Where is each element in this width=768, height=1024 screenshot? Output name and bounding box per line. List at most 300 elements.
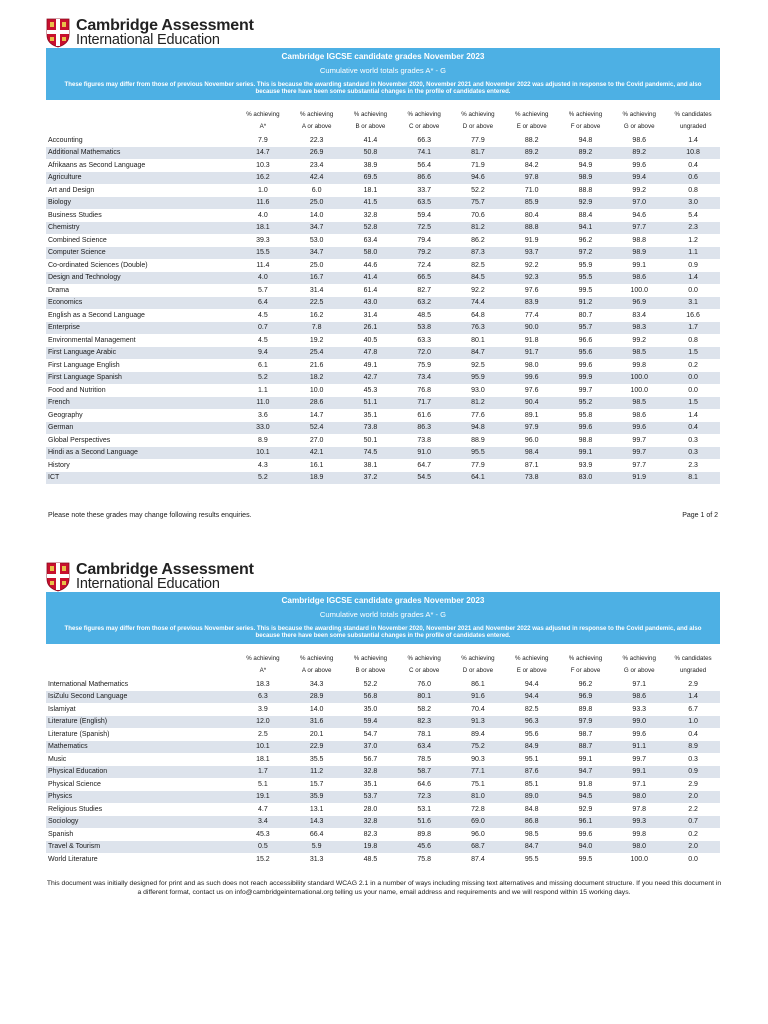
grade-value: 14.7 — [309, 411, 324, 419]
grade-value: 85.1 — [524, 780, 539, 788]
grades-table — [46, 101, 720, 484]
grade-value: 98.5 — [612, 347, 666, 360]
grade-value: 100.0 — [630, 855, 648, 863]
grade-value: 88.2 — [524, 136, 539, 144]
grade-value: 94.6 — [451, 172, 505, 185]
grade-value: 99.2 — [632, 336, 647, 344]
column-header-bottom: A* — [259, 122, 267, 130]
grade-value: 63.3 — [417, 336, 431, 344]
grade-value: 52.2 — [363, 680, 378, 688]
table-row — [46, 728, 720, 741]
grade-value: 91.9 — [612, 472, 666, 485]
grade-value: 66.3 — [417, 136, 431, 144]
grade-value: 58.0 — [344, 247, 398, 260]
subject-name: First Language Spanish — [46, 372, 236, 385]
grade-value: 71.0 — [524, 186, 539, 194]
grade-value: 1.1 — [258, 386, 268, 394]
grade-value: 72.4 — [417, 261, 431, 269]
grade-value: 11.6 — [236, 197, 290, 210]
grade-value: 0.8 — [688, 336, 698, 344]
grade-value: 1.0 — [258, 186, 268, 194]
table-row — [46, 691, 720, 704]
table-row — [46, 234, 720, 247]
grade-value: 95.2 — [559, 397, 613, 410]
grade-value: 5.2 — [236, 372, 290, 385]
grade-value: 1.4 — [688, 136, 698, 144]
subject-name: Islamiyat — [48, 705, 76, 713]
table-row — [46, 372, 720, 385]
grade-value: 16.6 — [686, 311, 700, 319]
grade-value: 100.0 — [630, 386, 648, 394]
grade-value: 77.9 — [471, 136, 485, 144]
column-header-bottom: G or above — [623, 666, 655, 674]
grade-value: 53.0 — [309, 236, 324, 244]
grade-value: 16.2 — [236, 172, 290, 185]
grade-value: 16.2 — [309, 311, 324, 319]
subject-name: Physical Education — [46, 766, 236, 779]
grade-value: 14.0 — [309, 211, 324, 219]
grade-value: 4.5 — [258, 311, 268, 319]
column-header-bottom: D or above — [462, 666, 494, 674]
table-row — [46, 297, 720, 310]
grade-value: 74.5 — [344, 447, 398, 460]
grade-value: 64.7 — [417, 461, 431, 469]
grade-value: 38.1 — [363, 461, 378, 469]
grade-value: 23.4 — [309, 161, 324, 169]
subject-name: Economics — [46, 297, 236, 310]
grade-value: 100.0 — [612, 372, 666, 385]
grade-value: 54.7 — [363, 730, 378, 738]
grade-value: 91.8 — [524, 336, 539, 344]
subject-name: Drama — [48, 286, 70, 294]
column-header-bottom: F or above — [570, 666, 601, 674]
header-row-bottom — [46, 662, 720, 678]
grade-value: 22.3 — [309, 136, 324, 144]
table-row — [46, 284, 720, 297]
logo-line-2: International Education — [76, 32, 220, 48]
grade-value: 0.0 — [688, 286, 698, 294]
grade-value: 71.9 — [471, 161, 485, 169]
grade-value: 86.6 — [397, 172, 451, 185]
grade-value: 0.4 — [688, 730, 698, 738]
subject-name: IsiZulu Second Language — [46, 691, 236, 704]
grade-value: 47.8 — [344, 347, 398, 360]
grade-value: 34.7 — [290, 247, 344, 260]
grade-value: 98.6 — [632, 411, 647, 419]
column-header-bottom: C or above — [409, 666, 440, 674]
grade-value: 98.0 — [612, 841, 666, 854]
column-header-top: % achieving — [515, 111, 549, 118]
logo-line-1: Cambridge Assessment — [76, 17, 254, 34]
grade-value: 12.0 — [236, 716, 290, 729]
column-header-top: % achieving — [353, 655, 388, 662]
grade-value: 88.8 — [578, 186, 593, 194]
grade-value: 91.1 — [612, 741, 666, 754]
column-header-top: % achieving — [299, 655, 334, 662]
grade-value: 27.0 — [309, 436, 324, 444]
grade-value: 5.2 — [236, 472, 290, 485]
grade-value: 87.1 — [524, 461, 539, 469]
grade-value: 93.7 — [505, 247, 559, 260]
grade-value: 1.4 — [666, 691, 720, 704]
grade-value: 52.2 — [471, 186, 485, 194]
grade-value: 82.5 — [524, 705, 539, 713]
grade-value: 14.7 — [236, 147, 290, 160]
grade-value: 95.6 — [524, 730, 539, 738]
table-body — [46, 134, 720, 484]
logo-line-1: Cambridge Assessment — [76, 561, 254, 578]
grade-value: 2.9 — [688, 780, 698, 788]
subject-name: Combined Science — [48, 236, 107, 244]
grade-value: 80.1 — [397, 691, 451, 704]
grade-value: 74.1 — [397, 147, 451, 160]
accessibility-statement: This document was initially designed for print and as such does not reach accessibility standard WCAG 2.1 in a number of ways including missing text alternatives and missing document structure. If you need this document in a different format, contact us on info@cambridgeinternational.org telling us your name, email address and requirements and we will respond within 15 working days. — [46, 880, 722, 896]
grade-value: 45.6 — [397, 841, 451, 854]
grade-value: 81.7 — [451, 147, 505, 160]
column-header-bottom: D or above — [462, 122, 494, 130]
grade-value: 83.9 — [505, 297, 559, 310]
table-row — [46, 472, 720, 485]
grade-value: 78.5 — [417, 755, 431, 763]
grade-value: 0.9 — [666, 766, 720, 779]
grade-value: 8.1 — [666, 472, 720, 485]
grade-value: 76.0 — [417, 680, 431, 688]
column-header-top: % achieving — [461, 111, 495, 118]
grade-value: 10.0 — [309, 386, 324, 394]
grade-value: 95.9 — [578, 261, 593, 269]
grade-value: 37.0 — [344, 741, 398, 754]
grade-value: 95.7 — [559, 322, 613, 335]
report-subtitle: Cumulative world totals grades A* - G — [319, 610, 447, 619]
grade-value: 59.4 — [417, 211, 431, 219]
table-row — [46, 184, 720, 197]
subject-name: English as a Second Language — [48, 311, 145, 319]
grade-value: 53.7 — [344, 791, 398, 804]
grade-value: 22.9 — [290, 741, 344, 754]
grade-value: 69.5 — [344, 172, 398, 185]
subject-name: World Literature — [48, 855, 98, 863]
subject-name: Global Perspectives — [48, 436, 111, 444]
grade-value: 8.9 — [258, 436, 268, 444]
grade-value: 53.8 — [397, 322, 451, 335]
grade-value: 87.4 — [471, 855, 485, 863]
report-note: These figures may differ from those of previous November series. This is because the awarding standard in November 2020, November 2021 and November 2022 was adjusted in response to the Covid pandemic, and also because there have been some substantial changes in the profile of candidates entered. — [64, 625, 702, 639]
report-subtitle: Cumulative world totals grades A* - G — [319, 66, 447, 75]
grade-value: 6.3 — [236, 691, 290, 704]
grade-value: 26.9 — [290, 147, 344, 160]
subject-name: Music — [48, 755, 67, 763]
grade-value: 7.8 — [290, 322, 344, 335]
grade-value: 97.1 — [632, 780, 647, 788]
grade-value: 84.7 — [451, 347, 505, 360]
grade-value: 79.2 — [397, 247, 451, 260]
grade-value: 45.3 — [363, 386, 378, 394]
grade-value: 91.0 — [397, 447, 451, 460]
grade-value: 18.3 — [256, 680, 270, 688]
grade-value: 13.1 — [309, 805, 324, 813]
grade-value: 18.1 — [363, 186, 378, 194]
subject-name: First Language English — [48, 361, 120, 369]
cambridge-logo — [46, 18, 254, 52]
subject-name: Mathematics — [46, 741, 236, 754]
grade-value: 97.9 — [559, 716, 613, 729]
grade-value: 19.1 — [236, 791, 290, 804]
grade-value: 98.5 — [612, 397, 666, 410]
grade-value: 2.3 — [666, 222, 720, 235]
grade-value: 40.5 — [363, 336, 378, 344]
grade-value: 50.8 — [344, 147, 398, 160]
grade-value: 15.5 — [236, 247, 290, 260]
enquiries-note: Please note these grades may change following results enquiries. — [48, 512, 252, 519]
grade-value: 95.5 — [524, 855, 539, 863]
grade-value: 89.2 — [559, 147, 613, 160]
grade-value: 99.2 — [632, 186, 647, 194]
grade-value: 99.5 — [578, 855, 593, 863]
grade-value: 72.8 — [471, 805, 485, 813]
grade-value: 97.2 — [559, 247, 613, 260]
grade-value: 5.9 — [290, 841, 344, 854]
grade-value: 97.7 — [612, 222, 666, 235]
grade-value: 64.8 — [471, 311, 485, 319]
grade-value: 66.4 — [309, 830, 324, 838]
grade-value: 88.4 — [578, 211, 593, 219]
subject-name: Co-ordinated Sciences (Double) — [48, 261, 148, 269]
grade-value: 31.3 — [309, 855, 324, 863]
grade-value: 37.2 — [344, 472, 398, 485]
grade-value: 98.0 — [524, 361, 539, 369]
grade-value: 87.3 — [451, 247, 505, 260]
table-row — [46, 447, 720, 460]
grade-value: 0.4 — [688, 161, 698, 169]
grade-value: 3.1 — [666, 297, 720, 310]
grade-value: 3.6 — [258, 411, 268, 419]
grade-value: 97.0 — [612, 197, 666, 210]
subject-name: Biology — [46, 197, 236, 210]
grade-value: 0.3 — [688, 436, 698, 444]
grade-value: 1.2 — [688, 236, 698, 244]
table-row — [46, 422, 720, 435]
subject-name: ICT — [46, 472, 236, 485]
grade-value: 88.8 — [505, 222, 559, 235]
grade-value: 25.0 — [290, 197, 344, 210]
grade-value: 18.1 — [236, 222, 290, 235]
grade-value: 94.8 — [578, 136, 593, 144]
grade-value: 41.5 — [344, 197, 398, 210]
header-row-top — [46, 101, 720, 118]
grade-value: 31.6 — [290, 716, 344, 729]
table-row — [46, 841, 720, 854]
grade-value: 1.4 — [688, 411, 698, 419]
grade-value: 66.5 — [397, 272, 451, 285]
column-header-top: % candidates — [674, 655, 712, 662]
subject-name: French — [46, 397, 236, 410]
grade-value: 16.1 — [309, 461, 324, 469]
grade-value: 1.5 — [666, 397, 720, 410]
grade-value: 56.4 — [417, 161, 431, 169]
subject-name: Physical Science — [48, 780, 101, 788]
grade-value: 91.3 — [451, 716, 505, 729]
grade-value: 73.8 — [417, 436, 431, 444]
grade-value: 99.7 — [632, 436, 647, 444]
grade-value: 99.1 — [559, 447, 613, 460]
grade-value: 99.6 — [578, 361, 593, 369]
grade-value: 95.1 — [524, 755, 539, 763]
grade-value: 0.0 — [666, 372, 720, 385]
grade-value: 49.1 — [363, 361, 378, 369]
subject-name: Enterprise — [46, 322, 236, 335]
column-header-bottom: E or above — [516, 122, 547, 130]
grade-value: 95.9 — [451, 372, 505, 385]
grade-value: 96.0 — [524, 436, 539, 444]
grade-value: 6.0 — [311, 186, 322, 194]
grade-value: 82.7 — [417, 286, 431, 294]
grade-value: 1.7 — [236, 766, 290, 779]
subject-name: International Mathematics — [48, 680, 129, 688]
table-row — [46, 459, 720, 472]
grade-value: 92.9 — [559, 197, 613, 210]
report-title: Cambridge IGCSE candidate grades November 2023 — [281, 596, 485, 605]
grade-value: 97.6 — [524, 286, 539, 294]
grade-value: 94.6 — [632, 211, 647, 219]
grade-value: 75.9 — [417, 361, 431, 369]
table-row — [46, 172, 720, 185]
subject-name: Literature (Spanish) — [48, 730, 110, 738]
subject-name: Geography — [48, 411, 83, 419]
grade-value: 19.8 — [344, 841, 398, 854]
grade-value: 2.0 — [666, 841, 720, 854]
grade-value: 98.6 — [632, 136, 647, 144]
column-header-top: % achieving — [299, 111, 334, 118]
grade-value: 75.8 — [417, 855, 431, 863]
table-row — [46, 716, 720, 729]
column-header-top: % achieving — [622, 111, 656, 118]
grade-value: 94.7 — [559, 766, 613, 779]
table-row — [46, 803, 720, 816]
grade-value: 15.2 — [256, 855, 270, 863]
grade-value: 89.8 — [578, 705, 593, 713]
grade-value: 99.6 — [505, 372, 559, 385]
grade-value: 91.2 — [559, 297, 613, 310]
grade-value: 63.5 — [397, 197, 451, 210]
subject-name: Food and Nutrition — [48, 386, 106, 394]
grade-value: 98.6 — [612, 691, 666, 704]
subject-name: Sociology — [46, 816, 236, 829]
grade-value: 32.8 — [363, 211, 378, 219]
grade-value: 19.2 — [309, 336, 324, 344]
grade-value: 98.6 — [612, 272, 666, 285]
grade-value: 96.1 — [559, 816, 613, 829]
grade-value: 3.9 — [258, 705, 268, 713]
grade-value: 26.1 — [344, 322, 398, 335]
grade-value: 72.3 — [397, 791, 451, 804]
grade-value: 70.4 — [471, 705, 485, 713]
grade-value: 99.7 — [612, 447, 666, 460]
grade-value: 45.3 — [256, 830, 270, 838]
grade-value: 96.9 — [612, 297, 666, 310]
grade-value: 63.4 — [397, 741, 451, 754]
column-header-bottom: ungraded — [679, 122, 707, 130]
grade-value: 99.6 — [578, 830, 593, 838]
grade-value: 98.8 — [578, 436, 593, 444]
grade-value: 84.9 — [505, 741, 559, 754]
grade-value: 2.9 — [688, 680, 698, 688]
subject-name: Literature (English) — [46, 716, 236, 729]
grade-value: 85.9 — [505, 197, 559, 210]
grade-value: 73.8 — [344, 422, 398, 435]
grade-value: 89.1 — [524, 411, 539, 419]
grade-value: 95.5 — [451, 447, 505, 460]
grade-value: 42.4 — [290, 172, 344, 185]
grade-value: 95.5 — [559, 272, 613, 285]
column-header-top: % achieving — [461, 655, 495, 662]
grade-value: 33.0 — [236, 422, 290, 435]
grade-value: 87.6 — [505, 766, 559, 779]
grade-value: 0.8 — [688, 186, 698, 194]
grade-value: 11.2 — [290, 766, 344, 779]
subject-name: Agriculture — [46, 172, 236, 185]
grade-value: 71.7 — [397, 397, 451, 410]
grade-value: 6.1 — [258, 361, 268, 369]
shield-icon — [46, 562, 70, 592]
grade-value: 97.9 — [505, 422, 559, 435]
grade-value: 81.0 — [451, 791, 505, 804]
grade-value: 97.7 — [632, 461, 647, 469]
grade-value: 82.5 — [471, 261, 485, 269]
table-row — [46, 259, 720, 272]
grade-value: 92.5 — [471, 361, 485, 369]
grade-value: 1.7 — [666, 322, 720, 335]
grade-value: 98.0 — [612, 791, 666, 804]
subject-header — [46, 101, 236, 118]
grade-value: 80.1 — [471, 336, 485, 344]
grade-value: 25.0 — [309, 261, 324, 269]
grade-value: 4.3 — [258, 461, 268, 469]
grade-value: 99.6 — [632, 730, 647, 738]
grade-value: 22.5 — [290, 297, 344, 310]
grade-value: 94.4 — [505, 691, 559, 704]
grade-value: 93.9 — [578, 461, 593, 469]
grade-value: 58.2 — [417, 705, 431, 713]
table-row — [46, 778, 720, 791]
grade-value: 96.3 — [505, 716, 559, 729]
grade-value: 31.4 — [309, 286, 324, 294]
table-row — [46, 247, 720, 260]
table-row — [46, 359, 720, 372]
grade-value: 6.4 — [236, 297, 290, 310]
grade-value: 28.9 — [290, 691, 344, 704]
subject-name: Afrikaans as Second Language — [48, 161, 146, 169]
grade-value: 0.3 — [688, 755, 698, 763]
grade-value: 99.1 — [632, 261, 647, 269]
grade-value: 42.7 — [344, 372, 398, 385]
column-header-bottom: B or above — [355, 666, 386, 674]
grade-value: 69.0 — [451, 816, 505, 829]
grade-value: 99.4 — [612, 172, 666, 185]
grade-value: 1.0 — [666, 716, 720, 729]
grade-value: 84.2 — [524, 161, 539, 169]
grade-value: 8.9 — [666, 741, 720, 754]
grade-value: 16.7 — [290, 272, 344, 285]
table-row — [46, 678, 720, 691]
column-header-bottom: F or above — [570, 122, 601, 130]
grade-value: 98.9 — [559, 172, 613, 185]
grade-value: 48.5 — [363, 855, 378, 863]
grade-value: 90.0 — [505, 322, 559, 335]
grade-value: 0.2 — [688, 361, 698, 369]
column-header-bottom: A or above — [301, 122, 332, 130]
grade-value: 9.4 — [236, 347, 290, 360]
grade-value: 59.4 — [344, 716, 398, 729]
